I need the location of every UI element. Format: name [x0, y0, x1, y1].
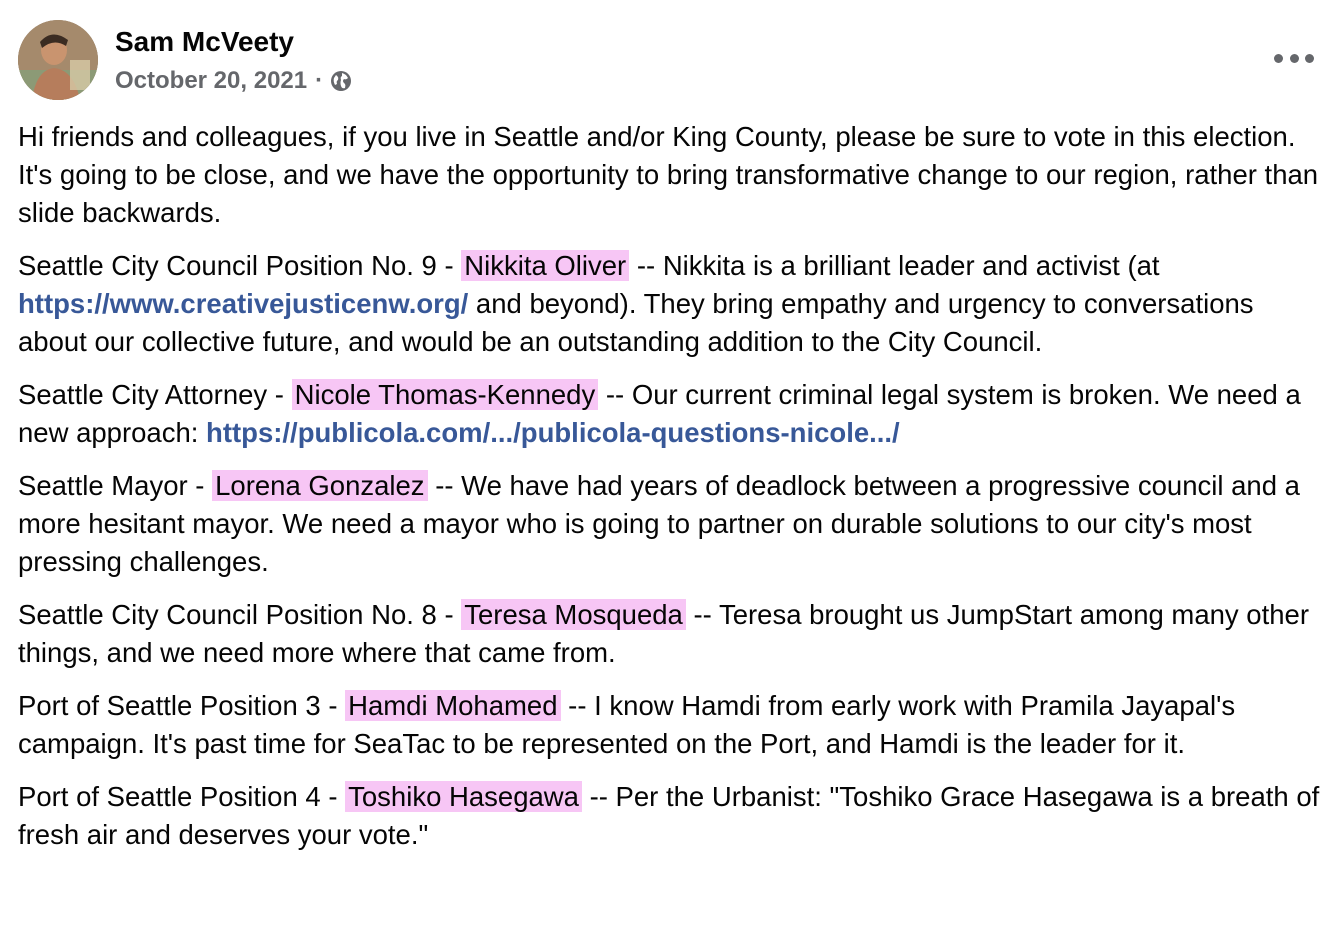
endorsement-text: -- Teresa brought us JumpStart among many other things, and we need more where that came from.: [18, 599, 1309, 668]
meta-separator: ·: [315, 67, 324, 94]
globe-icon[interactable]: [329, 69, 353, 93]
endorsement-text: -- Nikkita is a brilliant leader and activist (at: [629, 250, 1160, 281]
office-label: Seattle Mayor -: [18, 470, 213, 501]
office-label: Port of Seattle Position 4 -: [18, 781, 346, 812]
candidate-name: Nicole Thomas-Kennedy: [292, 379, 599, 410]
candidate-name: Hamdi Mohamed: [345, 690, 560, 721]
post-intro: Hi friends and colleagues, if you live in Seattle and/or King County, please be sure to vote in this election. It's going to be close, and we have the opportunity to bring transformative change to our region, rather than slide backwards.: [18, 121, 1319, 228]
external-link[interactable]: https://publicola.com/.../publicola-questions-nicole.../: [206, 417, 900, 448]
endorsement-paragraph: [18, 467, 1324, 581]
avatar-image-icon: [18, 20, 98, 100]
candidate-name: Lorena Gonzalez: [212, 470, 427, 501]
post-date[interactable]: October 20, 2021: [115, 67, 308, 94]
endorsement-paragraph: [18, 247, 1324, 361]
post-meta: [115, 67, 353, 95]
candidate-name: Nikkita Oliver: [461, 250, 629, 281]
dot-icon: [1290, 54, 1299, 63]
endorsement-paragraph: [18, 376, 1324, 452]
office-label: Seattle City Attorney -: [18, 379, 292, 410]
author-name[interactable]: Sam McVeety: [115, 26, 294, 57]
endorsement-text: -- Per the Urbanist: "Toshiko Grace Hasegawa is a breath of fresh air and deserves your vote.": [18, 781, 1320, 850]
endorsement-text-continued: and beyond). They bring empathy and urgency to conversations about our collective future, and would be an outstanding addition to the City Council.: [18, 288, 1254, 357]
avatar[interactable]: [18, 20, 98, 100]
candidate-name: Toshiko Hasegawa: [345, 781, 582, 812]
office-label: Port of Seattle Position 3 -: [18, 690, 346, 721]
endorsement-paragraph: [18, 596, 1324, 672]
endorsement-text: -- We have had years of deadlock between a progressive council and a more hesitant mayor. We need a mayor who is going to partner on durable solutions to our city's most pressing challenges.: [18, 470, 1300, 577]
endorsement-text: -- I know Hamdi from early work with Pramila Jayapal's campaign. It's past time for SeaTac to be represented on the Port, and Hamdi is the leader for it.: [18, 690, 1236, 759]
endorsement-paragraph: [18, 778, 1324, 854]
candidate-name: Teresa Mosqueda: [461, 599, 686, 630]
dot-icon: [1274, 54, 1283, 63]
more-horizontal-icon[interactable]: [1274, 48, 1314, 68]
endorsement-paragraph: [18, 687, 1324, 763]
external-link[interactable]: https://www.creativejusticenw.org/: [18, 288, 469, 319]
post-header: [18, 20, 1332, 104]
endorsement-text: -- Our current criminal legal system is broken. We need a new approach:: [18, 379, 1301, 448]
post-body: [18, 118, 1324, 869]
office-label: Seattle City Council Position No. 9 -: [18, 250, 462, 281]
office-label: Seattle City Council Position No. 8 -: [18, 599, 462, 630]
dot-icon: [1305, 54, 1314, 63]
